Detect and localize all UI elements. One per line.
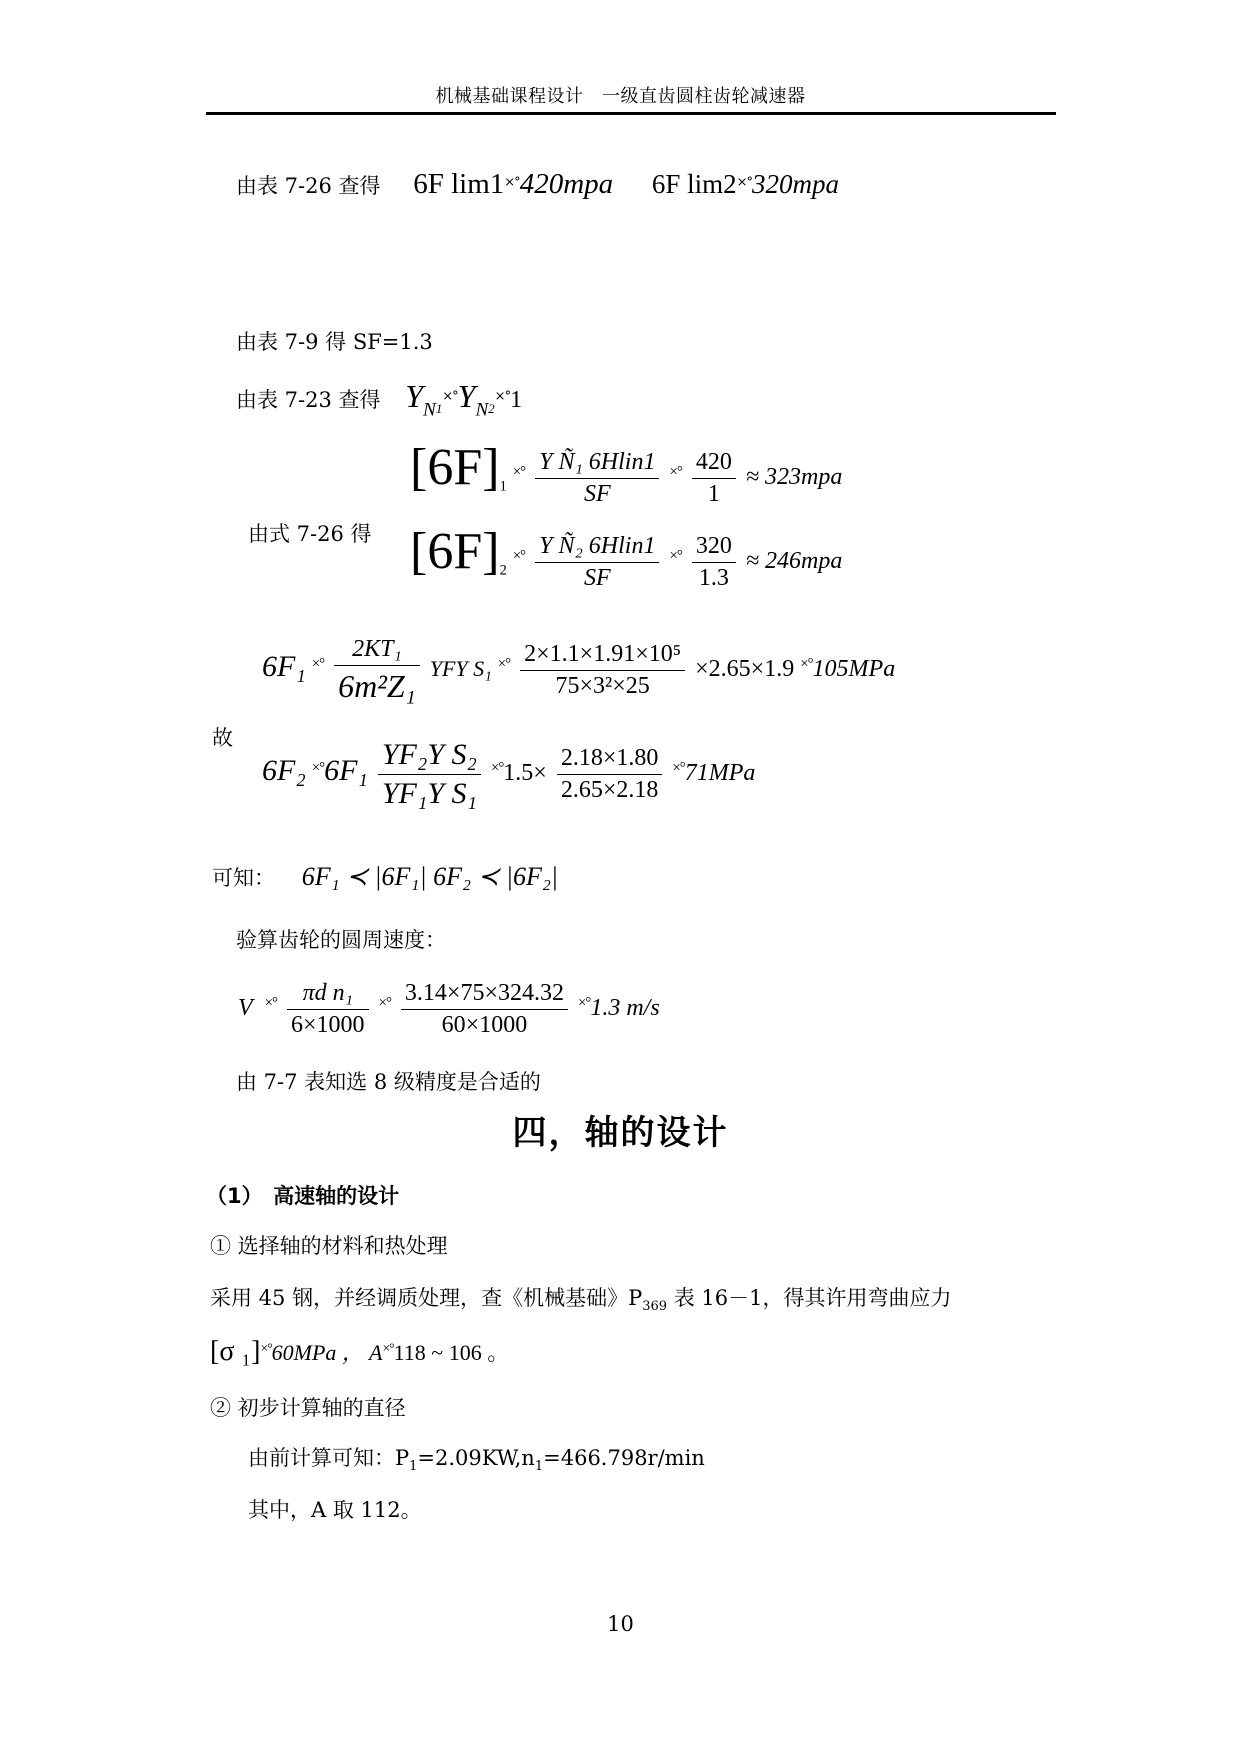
- fraction-2: [692, 449, 736, 508]
- numerator: 2.18×1.80: [557, 745, 663, 775]
- lhs: V: [238, 995, 253, 1022]
- numerator: YF₂Y S₂: [378, 738, 481, 775]
- mid-term: 6F₁: [324, 754, 368, 788]
- line-table-7-23: [236, 378, 522, 422]
- formula-yn: [405, 378, 443, 421]
- header-rule: [206, 112, 1056, 115]
- item-material: ① 选择轴的材料和热处理: [210, 1234, 448, 1258]
- symbol-glyph: ×°: [311, 655, 325, 672]
- subscript: 1: [499, 478, 507, 495]
- subsection-title: （1） 高速轴的设计: [206, 1184, 400, 1208]
- mid-term: YFY S₁: [429, 656, 492, 682]
- denominator: 75×3²×25: [555, 673, 650, 699]
- result: ≈ 246mpa: [745, 548, 843, 574]
- line-eq-7-26: 由式 7-26 得: [248, 522, 372, 546]
- symbol-glyph: ×°: [672, 759, 685, 776]
- lhs: 6F₂: [262, 754, 306, 788]
- n2-symbol: N: [475, 399, 489, 421]
- fraction-1: [287, 980, 369, 1039]
- value: 1.3 m/s: [590, 995, 660, 1022]
- symbol-glyph: ×°: [382, 1340, 394, 1356]
- result: ≈ 323mpa: [745, 464, 843, 490]
- item-diameter: ② 初步计算轴的直径: [210, 1396, 406, 1420]
- symbol-glyph: ×°: [494, 388, 511, 404]
- fraction-2: [557, 745, 663, 804]
- fraction-1: [334, 636, 420, 705]
- numerator: 320: [692, 533, 736, 563]
- paragraph-allowable-stress: [210, 1336, 509, 1368]
- value-yn: 1: [510, 387, 523, 413]
- formula-sigma-f1-allowable: [410, 438, 842, 508]
- denominator: 60×1000: [441, 1012, 528, 1038]
- line-precision: 由 7-7 表知选 8 级精度是合适的: [236, 1070, 541, 1094]
- numerator: Y Ñ₁ 6Hlin1: [535, 449, 659, 479]
- denominator: 6×1000: [291, 1012, 365, 1038]
- formula-sigma-flim1: 6F lim1: [413, 168, 505, 200]
- numerator: 420: [692, 449, 736, 479]
- numerator: 2KT₁: [334, 636, 420, 666]
- symbol-glyph: ×°: [311, 759, 325, 776]
- symbol-glyph: ×°: [800, 655, 813, 672]
- page-header: 机械基础课程设计 一级直齿圆柱齿轮减速器: [435, 86, 806, 107]
- denominator: 1.3: [698, 564, 729, 591]
- bracket-sigma-f1: [6F]: [410, 439, 500, 496]
- symbol-glyph: ×°: [736, 174, 753, 190]
- symbol-glyph: ×°: [504, 174, 520, 190]
- denominator: SF: [583, 564, 611, 591]
- numerator: 2×1.1×1.91×10⁵: [520, 641, 685, 671]
- formula-yn2: [457, 378, 495, 421]
- formula-sigma-flim2: 6F lim2: [651, 169, 737, 199]
- denominator: YF₁Y S₁: [381, 777, 477, 810]
- symbol-glyph: ×°: [260, 1340, 272, 1356]
- lhs: 6F₁: [262, 650, 306, 684]
- paragraph-a-value: 其中，A 取 112。: [248, 1498, 422, 1522]
- line-check-speed: 验算齿轮的圆周速度：: [236, 928, 446, 952]
- fraction-2: [401, 980, 568, 1039]
- symbol-glyph: ×°: [577, 994, 591, 1011]
- calc-text-c: =466.798r/min: [543, 1446, 705, 1470]
- page-number: 10: [607, 1612, 634, 1636]
- p-subscript: 1: [409, 1459, 418, 1475]
- y-symbol: Y: [457, 378, 476, 414]
- denominator: 6m²Z₁: [338, 668, 416, 704]
- symbol-glyph: ×°: [669, 547, 682, 564]
- paragraph-known-values: [248, 1442, 705, 1474]
- line-therefore: 故: [212, 726, 233, 750]
- value-flim2: 320mpa: [752, 169, 840, 199]
- value: 105MPa: [812, 656, 896, 683]
- denominator: SF: [583, 480, 611, 507]
- formula-velocity: [238, 980, 660, 1039]
- symbol-glyph: ×°: [378, 994, 391, 1011]
- formula-sigma-f1: [262, 636, 895, 705]
- coefficient: 1.5×: [503, 760, 547, 787]
- y-symbol: Y: [405, 378, 424, 414]
- value-flim1: [520, 168, 613, 200]
- line-prefix: 由表 7-26 查得: [236, 174, 381, 198]
- a-range: 118 ~ 106 。: [393, 1340, 510, 1365]
- line-table-7-9: 由表 7-9 得 SF=1.3: [236, 330, 433, 354]
- n2-subscript: 2: [488, 401, 495, 416]
- line-prefix: 可知：: [212, 866, 275, 890]
- symbol-glyph: ×°: [442, 388, 458, 404]
- bracket-sigma-f2: [6F]: [410, 523, 500, 580]
- stress-value: 60MPa ， A: [271, 1340, 383, 1365]
- n1-symbol: N: [423, 399, 436, 421]
- line-known: [212, 862, 558, 892]
- paragraph-tail: 表 16－1，得其许用弯曲应力: [667, 1286, 952, 1310]
- subscript: 2: [499, 562, 507, 579]
- n-subscript: 1: [534, 1459, 544, 1475]
- multiplier: ×2.65×1.9: [695, 656, 795, 683]
- fraction-2: [520, 641, 685, 700]
- symbol-glyph: ×°: [512, 463, 526, 480]
- calc-text-b: =2.09KW,n: [417, 1446, 535, 1470]
- paragraph-material: [210, 1282, 951, 1314]
- denominator: 2.65×2.18: [560, 777, 659, 803]
- fraction-2: [692, 533, 736, 592]
- paragraph-text: 采用 45 钢，并经调质处理，查《机械基础》P: [210, 1286, 643, 1310]
- fraction-1: [535, 449, 659, 508]
- calc-text-a: 由前计算可知：P: [248, 1446, 410, 1470]
- page-subscript: 369: [642, 1299, 668, 1315]
- numerator: Y Ñ₂ 6Hlin1: [535, 533, 659, 563]
- sigma-bracket: [σ ₁]: [210, 1336, 261, 1367]
- symbol-glyph: ×°: [264, 994, 278, 1011]
- symbol-glyph: ×°: [669, 463, 682, 480]
- symbol-glyph: ×°: [512, 547, 526, 564]
- line-prefix: 由表 7-23 查得: [236, 388, 381, 412]
- symbol-glyph: ×°: [490, 759, 504, 776]
- numerator: πd n₁: [287, 980, 369, 1010]
- section-title: 四，轴的设计: [512, 1113, 729, 1153]
- value-text: 420mpa: [519, 168, 614, 200]
- formula-comparison: 6F₁ ≺ |6F₁| 6F₂ ≺ |6F₂|: [301, 862, 559, 891]
- formula-sigma-f2: [262, 738, 755, 811]
- formula-sigma-f2-allowable: [410, 522, 842, 592]
- denominator: 1: [707, 480, 720, 507]
- symbol-glyph: ×°: [497, 655, 511, 672]
- line-table-7-26: [236, 168, 839, 201]
- fraction-1: [535, 533, 659, 592]
- value: 71MPa: [684, 760, 756, 787]
- fraction-1: [378, 738, 481, 811]
- n1-subscript: 1: [435, 401, 443, 416]
- numerator: 3.14×75×324.32: [401, 980, 568, 1010]
